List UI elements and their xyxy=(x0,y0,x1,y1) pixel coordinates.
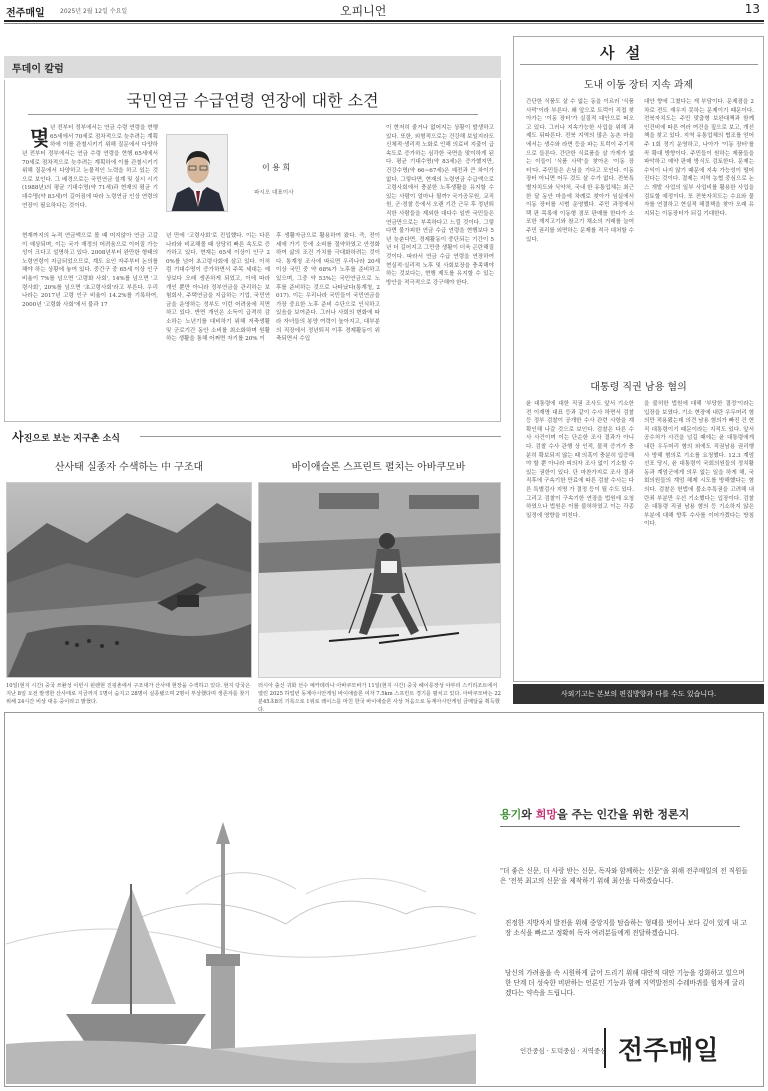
ad-illustration xyxy=(6,714,476,1084)
author-name: 이 용 희 xyxy=(262,163,291,172)
author-title: 파시오 대표이사 xyxy=(254,190,294,196)
column-text-1: 년 전부터 정부에서는 연금 수령 연령을 현행 65세에서 70세로 점차적으로 늦추려는 계획하에 이를 관철시키기 위해 질문에서 다양하고 논물적인 노력을 하고 있는 것으로 보인다. 그 배경으로는 국민연금 설계 및 실시 시기(1988년)의 평균 기대수명(약 71세)과 현재의 평균 기대수명(약 83세)이 길어짐에 따라 노령연금 인상 연령의 연장이 필요하다는 것이다. xyxy=(22,151,158,209)
column-text-1b: 현재까지의 누적 연금액으로 볼 때 머지않아 연금 고갈이 예상되며, 이는 국가 재정의 어려움으로 이어질 가능성이 크다고 설명하고 있다. 2008년부터 완만한 형태의 노령연령이 지급되었으므로, 계도 요인 자주부터 논의를 해야 하는 상황에 놓여 있다. 중간구 중 65세 이상 인구 비율이 7%를 넘으면 '고령화 사회', 14%를 넘으면 '고령사회', 20%를 넘으면 '초고령사회'라고 부른다. 우리나라는 2017년 고령 인구 비율이 14.2%를 기록하여, 2000년 '고령화 사회'에서 불과 17 xyxy=(22,233,158,308)
section-title: 오피니언 xyxy=(340,4,387,18)
ad-paragraph-1: "더 좋은 신문, 더 사랑 받는 신문, 독자와 함께하는 신문"을 위해 전주매일의 전 직원들은 '전북 최고의 신문'을 제작하기 위해 최선을 다하겠습니다. xyxy=(500,867,748,885)
ad-slogan-footer: 인간중심 · 도덕중심 · 지역중심 xyxy=(520,1047,607,1055)
column-label: 투데이 칼럼 xyxy=(12,64,64,75)
ad-headline-courage: 용기 xyxy=(500,808,522,821)
dropcap: 몇 xyxy=(30,126,50,150)
photo-news-label-rest: 진으로 보는 지구촌 소식 xyxy=(23,434,120,444)
editorial-disclaimer: 사외기고는 본보의 편집방향과 다를 수도 있습니다. xyxy=(513,684,764,704)
editorial-2-text-1: 윤 대통령에 대한 직권 조사도 앞서 기소한 전 이재명 대표 등과 같이 수사 하면서 검찰 등 정부 검찰이 공개한 수사 관련 사항을 재확인해 나갈 것으로 보인다. 검찰은 다른 수사 사건이며 이는 단순한 조사 결과가 아니다. 검찰 수사 관행 상 인적, 물적 증거가 충분히 확보되지 않는 때 의혹이 충분히 입증해야 할 뿐 아니라 피의자 조사 없이 기소할 수 있는 권한이 있다. 단 마찬가지로 조사 결과 직후에 구속기한 만료에 따른 검찰 수사는 다른 특별검사 지명 가 결정 등이 될 수도 있다. 그리고 검찰이 구속기한 연장을 법원에 요청하였으나 법원은 이를 불허하였고 이는 각종 일정에 영향을 미친다. xyxy=(526,401,634,519)
editorial-2-text-2: 을 불허한 법원에 대해 '부당한 결정'이라는 입장을 보였다. 기소 현장에 내란 우두머리 혐의만 적용됐는데 의견 남용 혐의가 빠진 건 현직 대통령이기 때문이라는 지적도 있다. 앞서 공수처가 사건을 넘길 때에는 윤 대통령에게 내란 우두머리 혐의 외에도 직권남용 권리행사 방해 혐의로 기소를 요청했다. 12.3 계엄 선포 당시, 윤 대통령이 국회의원들의 정치활동과 계엄군에게 의무 없는 일을 하게 해, 국회의원들의 계엄 해제 시도를 방해했다는 혐의다. 검찰은 헌법에 불소추특권을 고려해 내란죄 부분만 우선 기소했다는 입장이다. 검찰은 대통령 직권 남용 혐의 등 기소하지 않은 부분에 대해 향후 수사를 이어가겠다는 방침이다. xyxy=(644,401,754,528)
ad-headline xyxy=(500,806,689,822)
ad-headline-rule xyxy=(500,826,740,827)
editorial-rule xyxy=(520,64,758,65)
column-text-1-lead: 년 전부터 정부에서는 연금 수령 연령을 현행 65세에서 70세로 점차적으로 늦추려는 계획하에 이를 관철시키기 위해 질문에서 다양하 xyxy=(50,125,158,149)
author-photo xyxy=(166,134,228,212)
photo-news-rule xyxy=(140,436,501,437)
ad-headline-hope: 희망 xyxy=(535,808,557,821)
editorial-1-text-1: 간단한 식품도 살 수 없는 동을 이르러 '식품 사막'이라 부른다. 왜 앞으로 트럭이 직접 찾아가는 '이동 장터'가 실질적 대안으로 떠오고 있다. 그러나 지속가능한 사업을 위해 과제도 뒤따른다. 전북 지역의 많은 농촌 마을에서는 생수와 라면 등을 파는 트럭이 주기적으로 들른다. 간단한 식료품을 살 가게가 없는 이들이 '식품 사막'을 찾아온 '이동 장터'다. 주민들은 손님을 기다고 모인다. 이동 장터 아니면 어두 것도 살 수가 없다. 전북특별자치도와 식약처, 국내 한 유통업체는 최근 한 달 동안 마을에 차례로 찾아가 임실에서 이동 장터를 시범 운영했다. 주민 과정에서 택 판 목록에 이동형 점포 판매를 한다가 소포한 재지고기와 참고기 채소의 거래를 늘어 주민 권리를 외면하는 문제를 적극 대처할 수 있다. xyxy=(526,99,634,243)
photo-news-label-big: 사 xyxy=(12,430,24,444)
ad-headline-rest: 을 주는 인간을 위한 정론지 xyxy=(557,808,690,821)
column-label-bar xyxy=(4,56,501,78)
editorial-heading: 사 설 xyxy=(600,44,644,62)
headline-rule xyxy=(28,114,478,115)
photo-news-label xyxy=(12,428,120,445)
photo-2-title[interactable]: 바이애슬론 스프린트 펼치는 아바쿠모바 xyxy=(291,462,466,473)
photo-2-image xyxy=(258,482,501,678)
page-number: 13 xyxy=(744,2,760,16)
paper-name: 전주매일 xyxy=(6,8,45,19)
issue-date: 2025년 2월 12일 수요일 xyxy=(60,8,128,15)
photo-1-caption: 10일(현지 시간) 중국 쓰촨성 이빈시 윈렌현 진핑촌에서 구조대가 산사태 현장을 수색하고 있다. 현지 당국은 지난 8일 오전 발생한 산사태로 지금까지 1명이 숨지고 28명이 실종됐으며 2명이 부상했다며 생존자를 찾기 위해 24시간 비상 대응 중이라고 밝혔다. xyxy=(6,683,251,705)
ad-paragraph-3: 당신의 가려움을 속 시원하게 긁어 드리기 위해 대안적 대안 기능을 강화하고 있으며 한 단계 더 성숙한 비판하는 언론인 기능과 함께 지역발전의 수레바퀴를 힘차게 굴리겠다는 약속을 드립니다. xyxy=(505,969,745,997)
photo-1-title[interactable]: 산사태 실종자 수색하는 中 구조대 xyxy=(54,462,204,473)
ad-paragraph-2: 진정한 지방자치 발전을 위해 중앙지를 탐습하는 형태를 벗어나 보다 깊이 있게 내 고장 소식을 빠르고 정확히 독자 여러분들에게 전달하겠습니다. xyxy=(505,919,747,937)
column-text-4: 이 현저히 줄거나 없어지는 상황이 발생하고 있다. 또한, 외형적으로는 건강해 보일지라도 신체적·생리적 노화로 인해 의료비 지출이 급속도로 증가하는 심각한 국면을 맞이하게 된다. 평균 기대수명(약 83세)은 증가했지만, 건강수명(약 66~67세)은 예전과 큰 차이가 없다. 그렇다면, 현재의 노령연금 수급액으로 고령사회에서 충분한 노후생활을 유지할 수 있는 사람이 얼마나 될까? 국가공무원, 교직원, 군·경찰 등에서 오랜 기간 근무 후 정년퇴직한 사람들을 제외한 대다수 일반 국민들은 연금만으로는 부족하다고 느낄 것이다. 그렇다면 불가피한 연금 수급 연령을 현행보다 5년 늦춘다면, 경제활동이 중단되는 기간이 5년 더 길어지고 그만큼 생활이 더욱 곤란해질 것이다. 따라서 연금 수급 연령을 연장하여 현실적·실리적 노후 및 사회보장을 충족해야 하는 것보다는, 현행 제도를 유지할 수 있는 방안을 적극적으로 강구해야 한다. xyxy=(386,125,494,286)
photo-1-image xyxy=(6,482,252,678)
column-headline[interactable]: 국민연금 수급연령 연장에 대한 소견 xyxy=(126,91,379,110)
ad-logo: 전주매일 xyxy=(618,1036,719,1066)
header-rule xyxy=(4,20,764,22)
editorial-1-text-2: 대안 향에 그쳤다는 게 부담이다. 문제점을 2차로 전도 재우지 못하는 문제이기 때문이다. 전북자치도는 주민 맞춤형 보완대책과 함께 인건비에 따른 여러 여건을 짚으로 보고, 개선책을 찾고 있다. 지역 유통업체의 협조를 얻어 주 1회 정기 운영하고, 나아가 '이동 장터'를 꼭 확대 방향이다. 주민들이 원하는 제품들을 파악하고 예약 판매 방식도 검토한다. 문제는 수익이 나지 않기 때문에 지속 가능성이 떨어진다는 것이다. 결제는 지역 농협 중심으로 논스 개발 사업의 일부 사업비를 활용한 사업을 검토할 예정이다. 또 전북자치도는 수요와 물자를 연결하고 현실적 해결책을 찾아 오래 유지되는 이동장터가 되길 기대한다. xyxy=(644,99,754,217)
editorial-title-2[interactable]: 대통령 직권 남용 혐의 xyxy=(590,382,687,393)
photo-2-caption: 러시아 출신 귀화 선수 예카테리나 아바쿠모바가 11일(현지 시간) 중국 헤이룽장성 야부리 스키리조트에서 열린 2025 하얼빈 동계아시안게임 바이애슬론 여자 7.5km 스프린트 경기를 펼치고 있다. 아바쿠모바는 22분45초8의 기록으로 1위로 레이스를 마친 한국 바이애슬론 사상 처음으로 동계아시안게임 금메달을 획득했다. xyxy=(258,683,501,713)
column-text-3: 후 생활자금으로 활용하여 왔다. 즉, 전이 세에 가기 등에 소비를 절약하였고 안정화하여 삶의 조건 가치를 극대화하려는 것이다. 통계청 조사에 따르면 우리나라 20세 이상 국민 중 약 68%가 노후를 준비하고 있으며, 그중 약 53%는 국민연금으로 노후를 준비하는 것으로 나타났다(통계청, 2017). 이는 우리나라 국민들이 국민연금을 가장 중요한 노후 준비 수단으로 인식하고 있음을 보여준다. 그러나 사회의 변화에 따라 자녀들의 봉양 여력이 높아지고, 대부분의 직장에서 정년퇴직 이후 경제활동이 위축되면서 수입 xyxy=(276,233,380,343)
column-text-2: 년 만에 '고령사회'로 진입했다. 이는 다른 나라와 비교해볼 때 상당히 빠른 속도로 증가하고 있다. 현재는 65세 이상이 인구 20%를 넘어 초고령사회에 살고 있다. 이처럼 기대수명이 증가하면서 주목 세대는 예상보다 오래 생존하게 되었고, 이에 따라 개인 뿐만 아니라 정부연금을 관리하는 보험회사, 주택연금을 지급하는 기업, 국민연금을 운영하는 정부도 이런 어려움에 직면하고 있다. 반면 개인은 소득이 급격히 감소하는 노년기를 대비하기 위해 저축생활 및 군로기간 동안 소비를 최소화하며 원활하는 생활을 통해 어쩌면 자기를 20% 이 xyxy=(166,233,270,343)
editorial-title-1[interactable]: 도내 이동 장터 지속 과제 xyxy=(583,80,694,91)
header-rule-thin xyxy=(4,23,764,24)
ad-headline-conj: 와 xyxy=(521,808,536,821)
